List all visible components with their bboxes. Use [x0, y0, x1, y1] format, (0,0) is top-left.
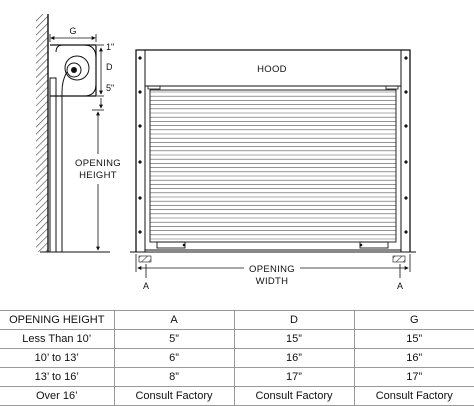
cell-g: 16”: [354, 349, 474, 368]
cell-a: 5”: [114, 330, 234, 349]
cell-opening-height: 13’ to 16’: [0, 368, 114, 387]
cell-a: Consult Factory: [114, 387, 234, 406]
opening-width-label-2: WIDTH: [255, 276, 289, 287]
curtain-feed: [62, 72, 67, 252]
cell-d: Consult Factory: [234, 387, 354, 406]
g-label: G: [69, 26, 77, 36]
front-view: [130, 50, 416, 291]
opening-height-label-1: OPENING: [75, 158, 121, 169]
one-inch-label: 1": [106, 42, 115, 52]
cell-a: 8”: [114, 368, 234, 387]
guide-bolts: [138, 56, 407, 233]
table-row: [0, 349, 474, 368]
a-label-right: A: [396, 281, 404, 291]
cell-opening-height: 10’ to 13’: [0, 349, 114, 368]
cell-d: 16”: [234, 349, 354, 368]
table-header-row: [0, 311, 474, 330]
d-label: D: [106, 62, 113, 72]
curtain-slats: [150, 90, 396, 242]
coil-axle: [71, 67, 77, 73]
cell-d: 15”: [234, 330, 354, 349]
header-g: G: [354, 311, 474, 330]
cell-g: 17”: [354, 368, 474, 387]
cell-g: 15”: [354, 330, 474, 349]
table-row: [0, 330, 474, 349]
wall-hatch: [36, 14, 48, 252]
table-row: [0, 368, 474, 387]
dimension-table: [0, 310, 474, 406]
cell-g: Consult Factory: [354, 387, 474, 406]
a-label-left: A: [142, 281, 150, 291]
hood-label: HOOD: [257, 64, 287, 75]
side-guide: [50, 78, 56, 252]
header-a: A: [114, 311, 234, 330]
five-inch-label: 5": [106, 83, 115, 93]
opening-width-label-1: OPENING: [249, 264, 295, 275]
cell-opening-height: Over 16’: [0, 387, 114, 406]
cell-a: 6”: [114, 349, 234, 368]
side-view: [36, 14, 121, 252]
cell-d: 17”: [234, 368, 354, 387]
bottom-bar-left-lock: [157, 242, 185, 248]
cell-opening-height: Less Than 10’: [0, 330, 114, 349]
header-d: D: [234, 311, 354, 330]
table-row: [0, 387, 474, 406]
bottom-bar-right-lock: [360, 242, 388, 248]
header-opening-height: OPENING HEIGHT: [0, 311, 114, 330]
opening-height-label-2: HEIGHT: [79, 170, 117, 181]
